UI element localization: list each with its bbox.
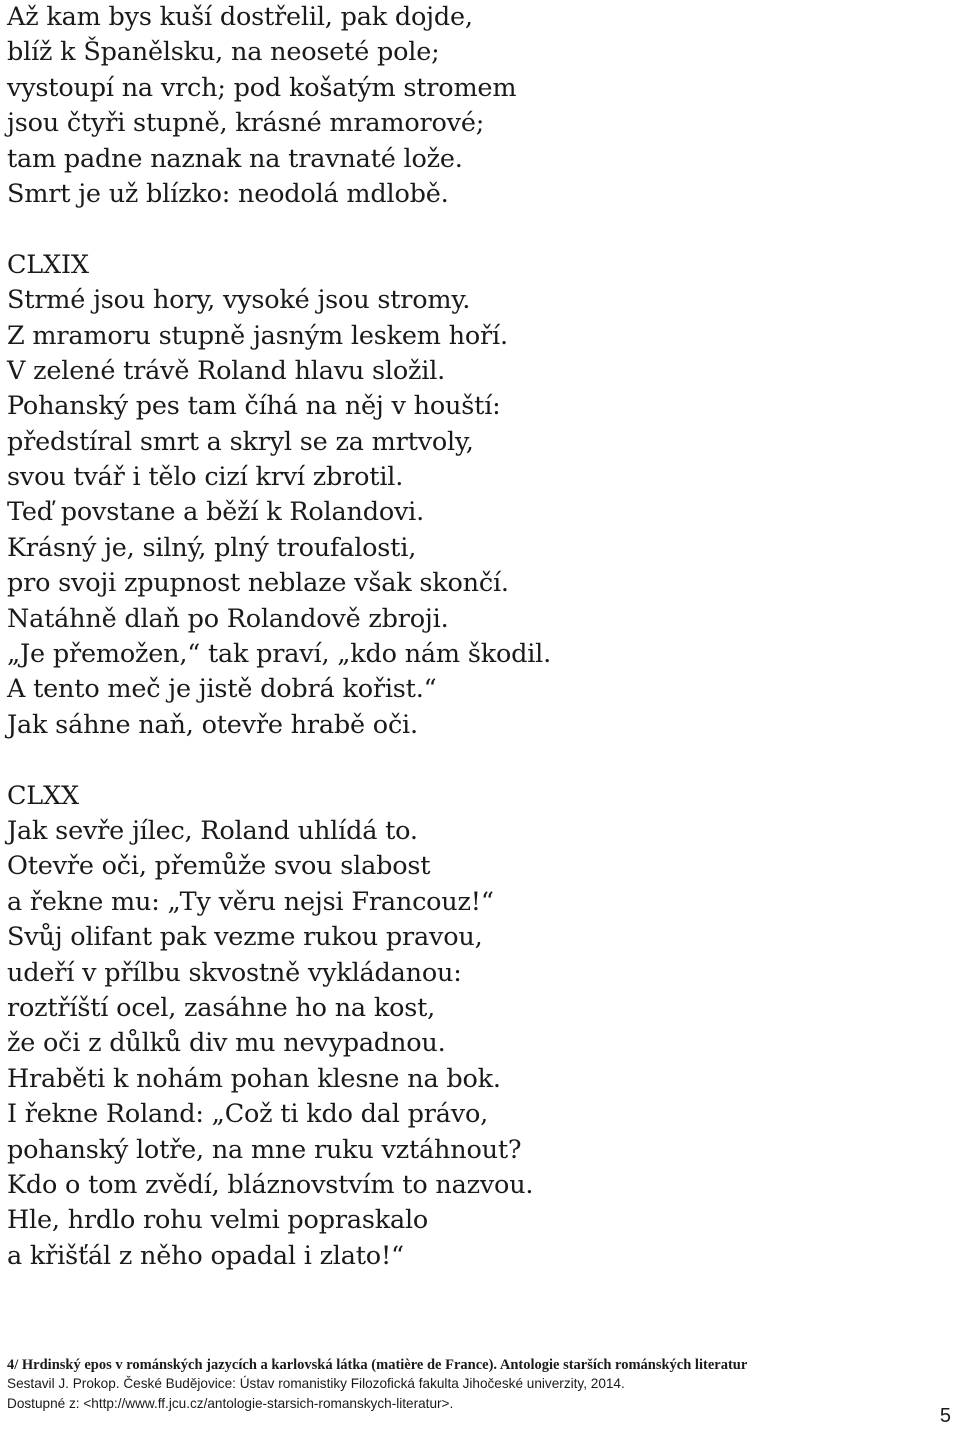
verse-line: tam padne naznak na travnaté lože. — [7, 143, 463, 174]
verse-line: blíž k Španělsku, na neoseté pole; — [7, 37, 440, 68]
footer-title: 4/ Hrdinský epos v románských jazycích a karlovská látka (matière de France). Antologie starších románských literatur — [7, 1357, 748, 1373]
verse-line: Svůj olifant pak vezme rukou pravou, — [7, 922, 483, 953]
verse-line: Kdo o tom zvědí, bláznovstvím to nazvou. — [7, 1169, 534, 1200]
verse-line: Strmé jsou hory, vysoké jsou stromy. — [7, 285, 471, 316]
verse-line: Jak sevře jílec, Roland uhlídá to. — [7, 815, 418, 846]
footer-source-link[interactable]: Dostupné z: <http://www.ff.jcu.cz/antologie-starsich-romanskych-literatur>. — [7, 1396, 454, 1411]
poem — [7, 0, 947, 1274]
verse-line: předstíral smrt a skryl se za mrtvoly, — [7, 426, 474, 457]
stanza-2 — [7, 283, 947, 743]
verse-line: Pohanský pes tam číhá na něj v houští: — [7, 391, 501, 422]
verse-line: roztříští ocel, zasáhne ho na kost, — [7, 992, 436, 1023]
verse-line: Krásný je, silný, plný troufalosti, — [7, 532, 417, 563]
page-footer — [7, 1356, 947, 1414]
verse-line: „Je přemožen,“ tak praví, „kdo nám škodil. — [7, 639, 552, 670]
verse-line: Hle, hrdlo rohu velmi popraskalo — [7, 1205, 429, 1236]
stanza-gap — [7, 212, 947, 247]
verse-line: Natáhně dlaň po Rolandově zbroji. — [7, 603, 449, 634]
verse-line: pohanský lotře, na mne ruku vztáhnout? — [7, 1134, 522, 1165]
verse-line: Hraběti k nohám pohan klesne na bok. — [7, 1063, 501, 1094]
stanza-1 — [7, 0, 947, 212]
verse-line: I řekne Roland: „Což ti kdo dal právo, — [7, 1099, 489, 1130]
verse-line: udeří v přílbu skvostně vykládanou: — [7, 957, 462, 988]
verse-line: Z mramoru stupně jasným leskem hoří. — [7, 320, 508, 351]
verse-line: vystoupí na vrch; pod košatým stromem — [7, 72, 517, 103]
verse-line: Otevře oči, přemůže svou slabost — [7, 851, 431, 882]
verse-line: Teď povstane a běží k Rolandovi. — [7, 497, 425, 528]
section-heading-clxix: CLXIX — [7, 249, 89, 280]
verse-line: a křišťál z něho opadal i zlato!“ — [7, 1240, 404, 1271]
verse-line: a řekne mu: „Ty věru nejsi Francouz!“ — [7, 886, 494, 917]
section-heading-clxx: CLXX — [7, 780, 79, 811]
verse-line: V zelené trávě Roland hlavu složil. — [7, 355, 446, 386]
verse-line: že oči z důlků div mu nevypadnou. — [7, 1028, 446, 1059]
verse-line: Jak sáhne naň, otevře hrabě oči. — [7, 709, 418, 740]
stanza-3 — [7, 814, 947, 1274]
verse-line: jsou čtyři stupně, krásné mramorové; — [7, 108, 485, 139]
verse-line: Smrt je už blízko: neodolá mdlobě. — [7, 178, 449, 209]
page-number: 5 — [939, 1405, 951, 1427]
stanza-gap — [7, 743, 947, 778]
verse-line: pro svoji zpupnost neblaze však skončí. — [7, 568, 509, 599]
verse-line: svou tvář i tělo cizí krví zbrotil. — [7, 462, 404, 493]
footer-credit: Sestavil J. Prokop. České Budějovice: Ústav romanistiky Filozofická fakulta Jihočeské univerzity, 2014. — [7, 1376, 625, 1391]
verse-line: Až kam bys kuší dostřelil, pak dojde, — [7, 2, 473, 32]
verse-line: A tento meč je jistě dobrá kořist.“ — [7, 674, 437, 705]
